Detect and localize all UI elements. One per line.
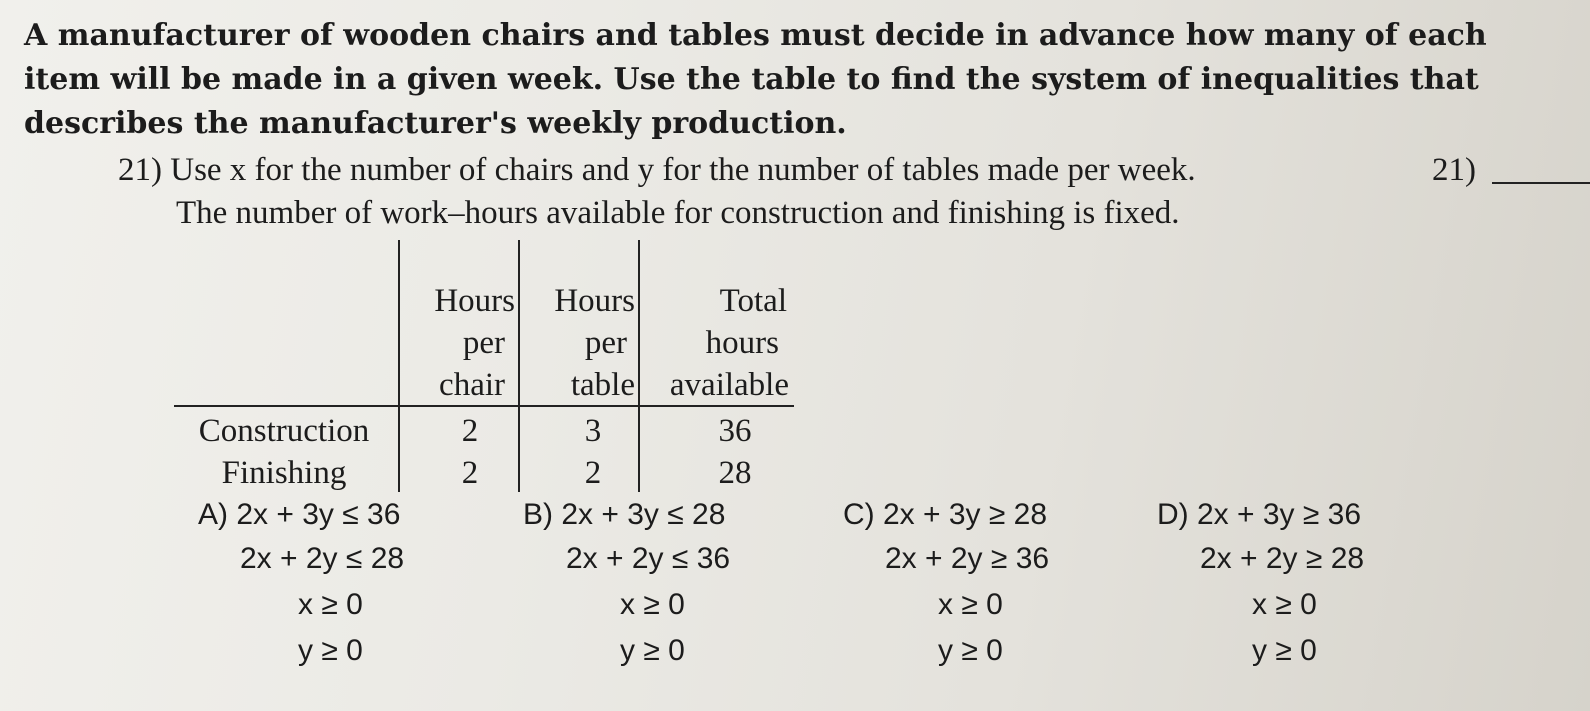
question-line-1: 21) Use x for the number of chairs and y for the number of tables made per week. — [118, 152, 1196, 188]
answer-number: 21) — [1432, 152, 1476, 188]
choice-d-line4: y ≥ 0 — [1252, 634, 1317, 667]
header-table-line2: per — [584, 325, 627, 361]
choice-b-line4: y ≥ 0 — [620, 634, 685, 667]
row-label-construction: Construction — [198, 413, 370, 449]
problem-intro: A manufacturer of wooden chairs and tables must decide in advance how many of each item will be made in a given week. Use the table to find the system of inequalities that describes the manufacturer's weekly production. — [24, 18, 1487, 141]
construction-per-chair: 2 — [461, 413, 479, 449]
choice-a-line2: 2x + 2y ≤ 28 — [240, 542, 405, 575]
header-total-line1: Total — [719, 283, 787, 319]
choice-c-line3: x ≥ 0 — [938, 588, 1003, 621]
header-chair-line1: Hours — [434, 283, 515, 319]
choice-b-line2: 2x + 2y ≤ 36 — [566, 542, 731, 575]
construction-per-table: 3 — [584, 413, 602, 449]
construction-total: 36 — [718, 413, 752, 449]
question-line-2: The number of work–hours available for construction and finishing is fixed. — [176, 195, 1180, 231]
header-total-line3: available — [669, 367, 789, 403]
finishing-per-chair: 2 — [461, 455, 479, 491]
header-total-line2: hours — [705, 325, 779, 361]
choice-b-line1: B) 2x + 3y ≤ 28 — [523, 498, 726, 531]
choice-a-line3: x ≥ 0 — [298, 588, 363, 621]
header-chair-line2: per — [462, 325, 505, 361]
choice-a-line1: A) 2x + 3y ≤ 36 — [198, 498, 401, 531]
choice-d-line3: x ≥ 0 — [1252, 588, 1317, 621]
choice-b-line3: x ≥ 0 — [620, 588, 685, 621]
choice-c-line4: y ≥ 0 — [938, 634, 1003, 667]
row-label-finishing: Finishing — [221, 455, 347, 491]
header-table-line3: table — [570, 367, 635, 403]
choice-a-line4: y ≥ 0 — [298, 634, 363, 667]
table-divider — [398, 240, 400, 492]
choice-d-line1: D) 2x + 3y ≥ 36 — [1157, 498, 1362, 531]
choice-c-line1: C) 2x + 3y ≥ 28 — [843, 498, 1048, 531]
choice-c-line2: 2x + 2y ≥ 36 — [885, 542, 1050, 575]
header-chair-line3: chair — [439, 367, 505, 403]
choice-d-line2: 2x + 2y ≥ 28 — [1200, 542, 1365, 575]
header-table-line1: Hours — [554, 283, 635, 319]
finishing-total: 28 — [718, 455, 752, 491]
finishing-per-table: 2 — [584, 455, 602, 491]
